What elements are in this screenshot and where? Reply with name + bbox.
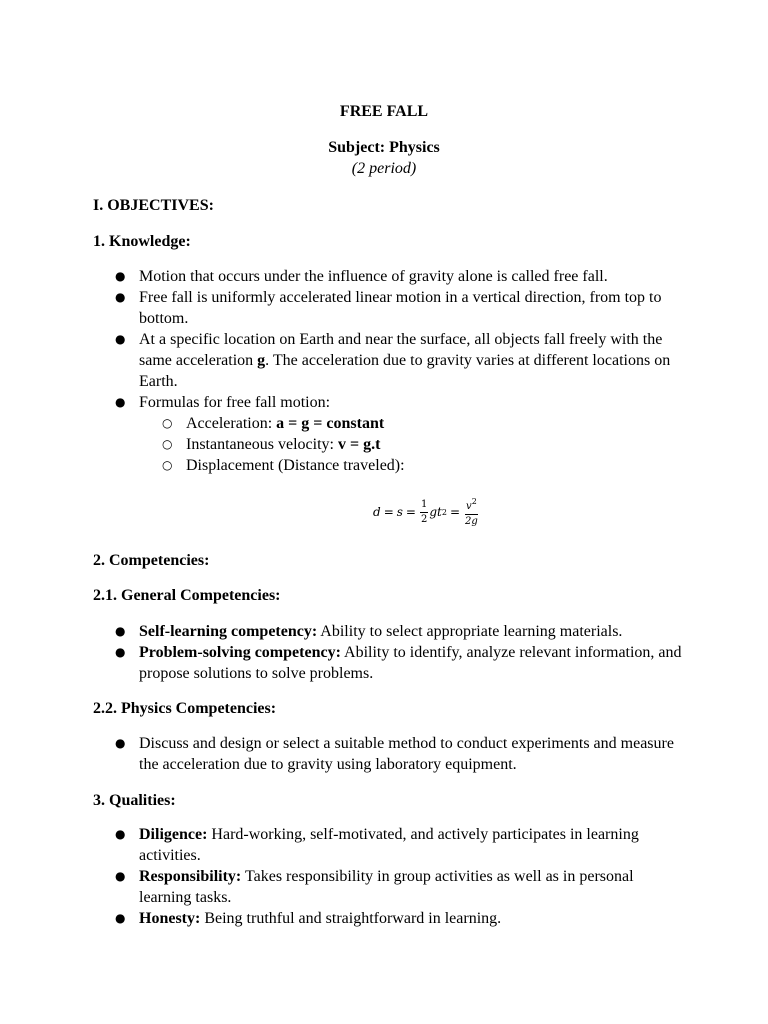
document-period: (2 period) bbox=[351, 160, 417, 177]
list-item: ● Motion that occurs under the influence of gravity alone is called free fall. bbox=[93, 266, 683, 287]
sub-list-item: ○ Displacement (Distance traveled): bbox=[139, 455, 683, 476]
general-competencies-heading: 2.1. General Competencies: bbox=[93, 587, 281, 604]
document-title: FREE FALL bbox=[339, 103, 429, 120]
list-item: ● Discuss and design or select a suitable method to conduct experiments and measure the acceleration due to gravity using laboratory equipment. bbox=[93, 733, 683, 775]
list-item: ● At a specific location on Earth and near the surface, all objects fall freely with the same acceleration g. The acceleration due to gravity varies at different locations on Earth. bbox=[93, 329, 683, 392]
sub-list-item: ○ Acceleration: a = g = constant bbox=[139, 413, 683, 434]
physics-competencies-list bbox=[93, 733, 683, 775]
knowledge-heading: 1. Knowledge: bbox=[93, 233, 191, 250]
list-item: ● Honesty: Being truthful and straightforward in learning. bbox=[93, 908, 683, 929]
list-item: ● Responsibility: Takes responsibility in group activities as well as in personal learning tasks. bbox=[93, 866, 683, 908]
competencies-heading: 2. Competencies: bbox=[93, 552, 210, 569]
formula-sublist bbox=[139, 413, 683, 476]
displacement-formula: d = s = $\frac{1}{2}$ gt 2 = $\frac{v^2}{2g}$ bbox=[373, 497, 478, 527]
list-item: ● Diligence: Hard-working, self-motivated, and actively participates in learning activities. bbox=[93, 824, 683, 866]
objectives-heading: I. OBJECTIVES: bbox=[93, 197, 214, 214]
qualities-heading: 3. Qualities: bbox=[93, 792, 176, 809]
document-subject: Subject: Physics bbox=[328, 139, 440, 156]
general-competencies-list bbox=[93, 621, 683, 684]
knowledge-list bbox=[93, 266, 683, 476]
list-item: ● Free fall is uniformly accelerated linear motion in a vertical direction, from top to bottom. bbox=[93, 287, 683, 329]
physics-competencies-heading: 2.2. Physics Competencies: bbox=[93, 700, 277, 717]
list-item: ● Problem-solving competency: Ability to identify, analyze relevant information, and propose solutions to solve problems. bbox=[93, 642, 683, 684]
fraction-half: $\frac{1}{2}$ bbox=[420, 498, 428, 525]
sub-list-item: ○ Instantaneous velocity: v = g.t bbox=[139, 434, 683, 455]
qualities-list bbox=[93, 824, 683, 929]
list-item: ● Formulas for free fall motion: ○ Acceleration: a = g = constant ○ Instantaneous velocity: v = g.t ○ Displacement (Distance traveled): bbox=[93, 392, 683, 476]
fraction-v2-2g: $\frac{v^2}{2g}$ bbox=[465, 497, 478, 527]
list-item: ● Self-learning competency: Ability to select appropriate learning materials. bbox=[93, 621, 683, 642]
